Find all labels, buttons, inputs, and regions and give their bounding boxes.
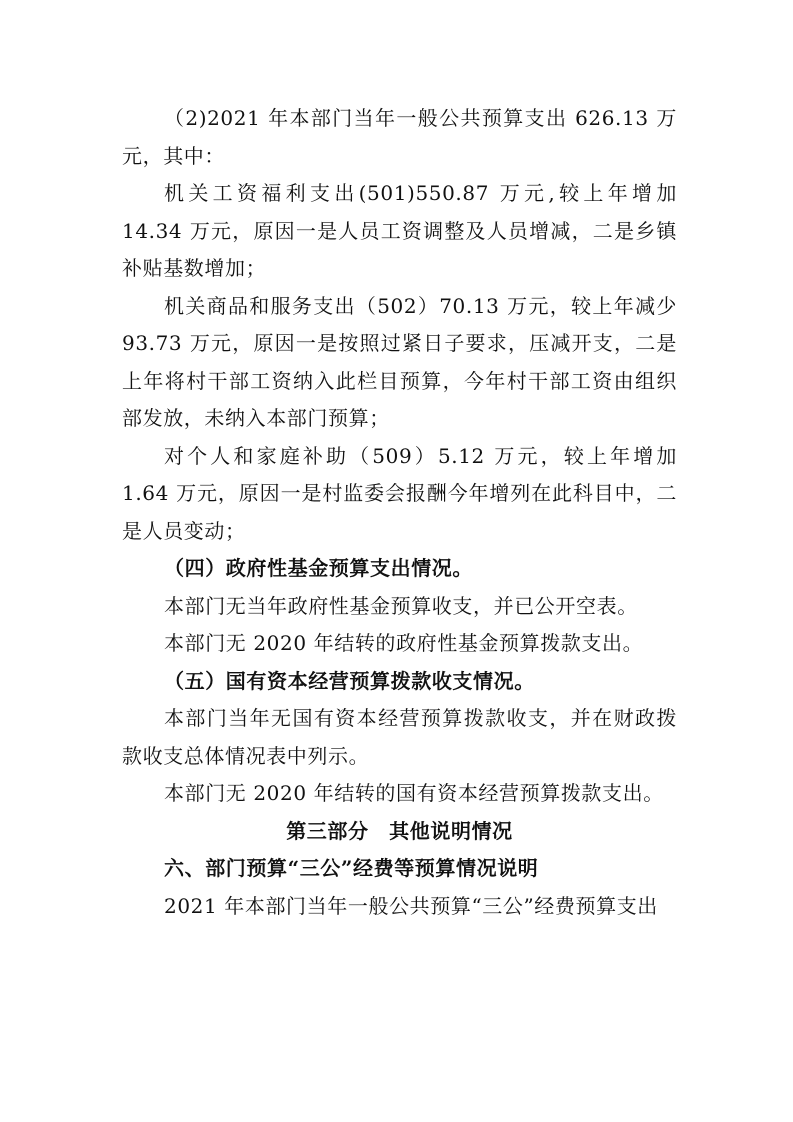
paragraph-three-public-expenses: 2021 年本部门当年一般公共预算“三公”经费预算支出 [164, 893, 658, 918]
heading-three-public-expenses: 六、部门预算“三公”经费等预算情况说明 [164, 856, 539, 880]
paragraph-household-subsidy: 对个人和家庭补助（509）5.12 万元，较上年增加 1.64 万元，原因一是村监委会报酬今年增列在此科目中，二是人员变动； [122, 443, 677, 543]
heading-government-fund-expenditure: （四）政府性基金预算支出情况。 [164, 556, 473, 580]
paragraph-general-budget-expenditure: （2)2021 年本部门当年一般公共预算支出 626.13 万元，其中： [122, 106, 677, 168]
paragraph-no-capital-carryover: 本部门无 2020 年结转的国有资本经营预算拨款支出。 [164, 781, 664, 805]
paragraph-no-state-capital: 本部门当年无国有资本经营预算拨款收支，并在财政拨款收支总体情况表中列示。 [122, 706, 677, 768]
paragraph-goods-services-expenditure: 机关商品和服务支出（502）70.13 万元，较上年减少 93.73 万元，原因一是按照过紧日子要求，压减开支，二是上年将村干部工资纳入此栏目预算，今年村干部工资由组织部发放，未纳入本部门预算； [122, 293, 677, 430]
document-body [122, 100, 677, 925]
paragraph-salary-welfare-expenditure: 机关工资福利支出(501)550.87 万元,较上年增加 14.34 万元，原因一是人员工资调整及人员增减，二是乡镇补贴基数增加； [122, 181, 677, 280]
paragraph-no-government-fund: 本部门无当年政府性基金预算收支，并已公开空表。 [164, 593, 638, 618]
heading-state-capital-budget: （五）国有资本经营预算拨款收支情况。 [164, 668, 535, 693]
section-title-part-three: 第三部分 其他说明情况 [286, 818, 513, 843]
paragraph-no-fund-carryover: 本部门无 2020 年结转的政府性基金预算拨款支出。 [164, 631, 644, 655]
